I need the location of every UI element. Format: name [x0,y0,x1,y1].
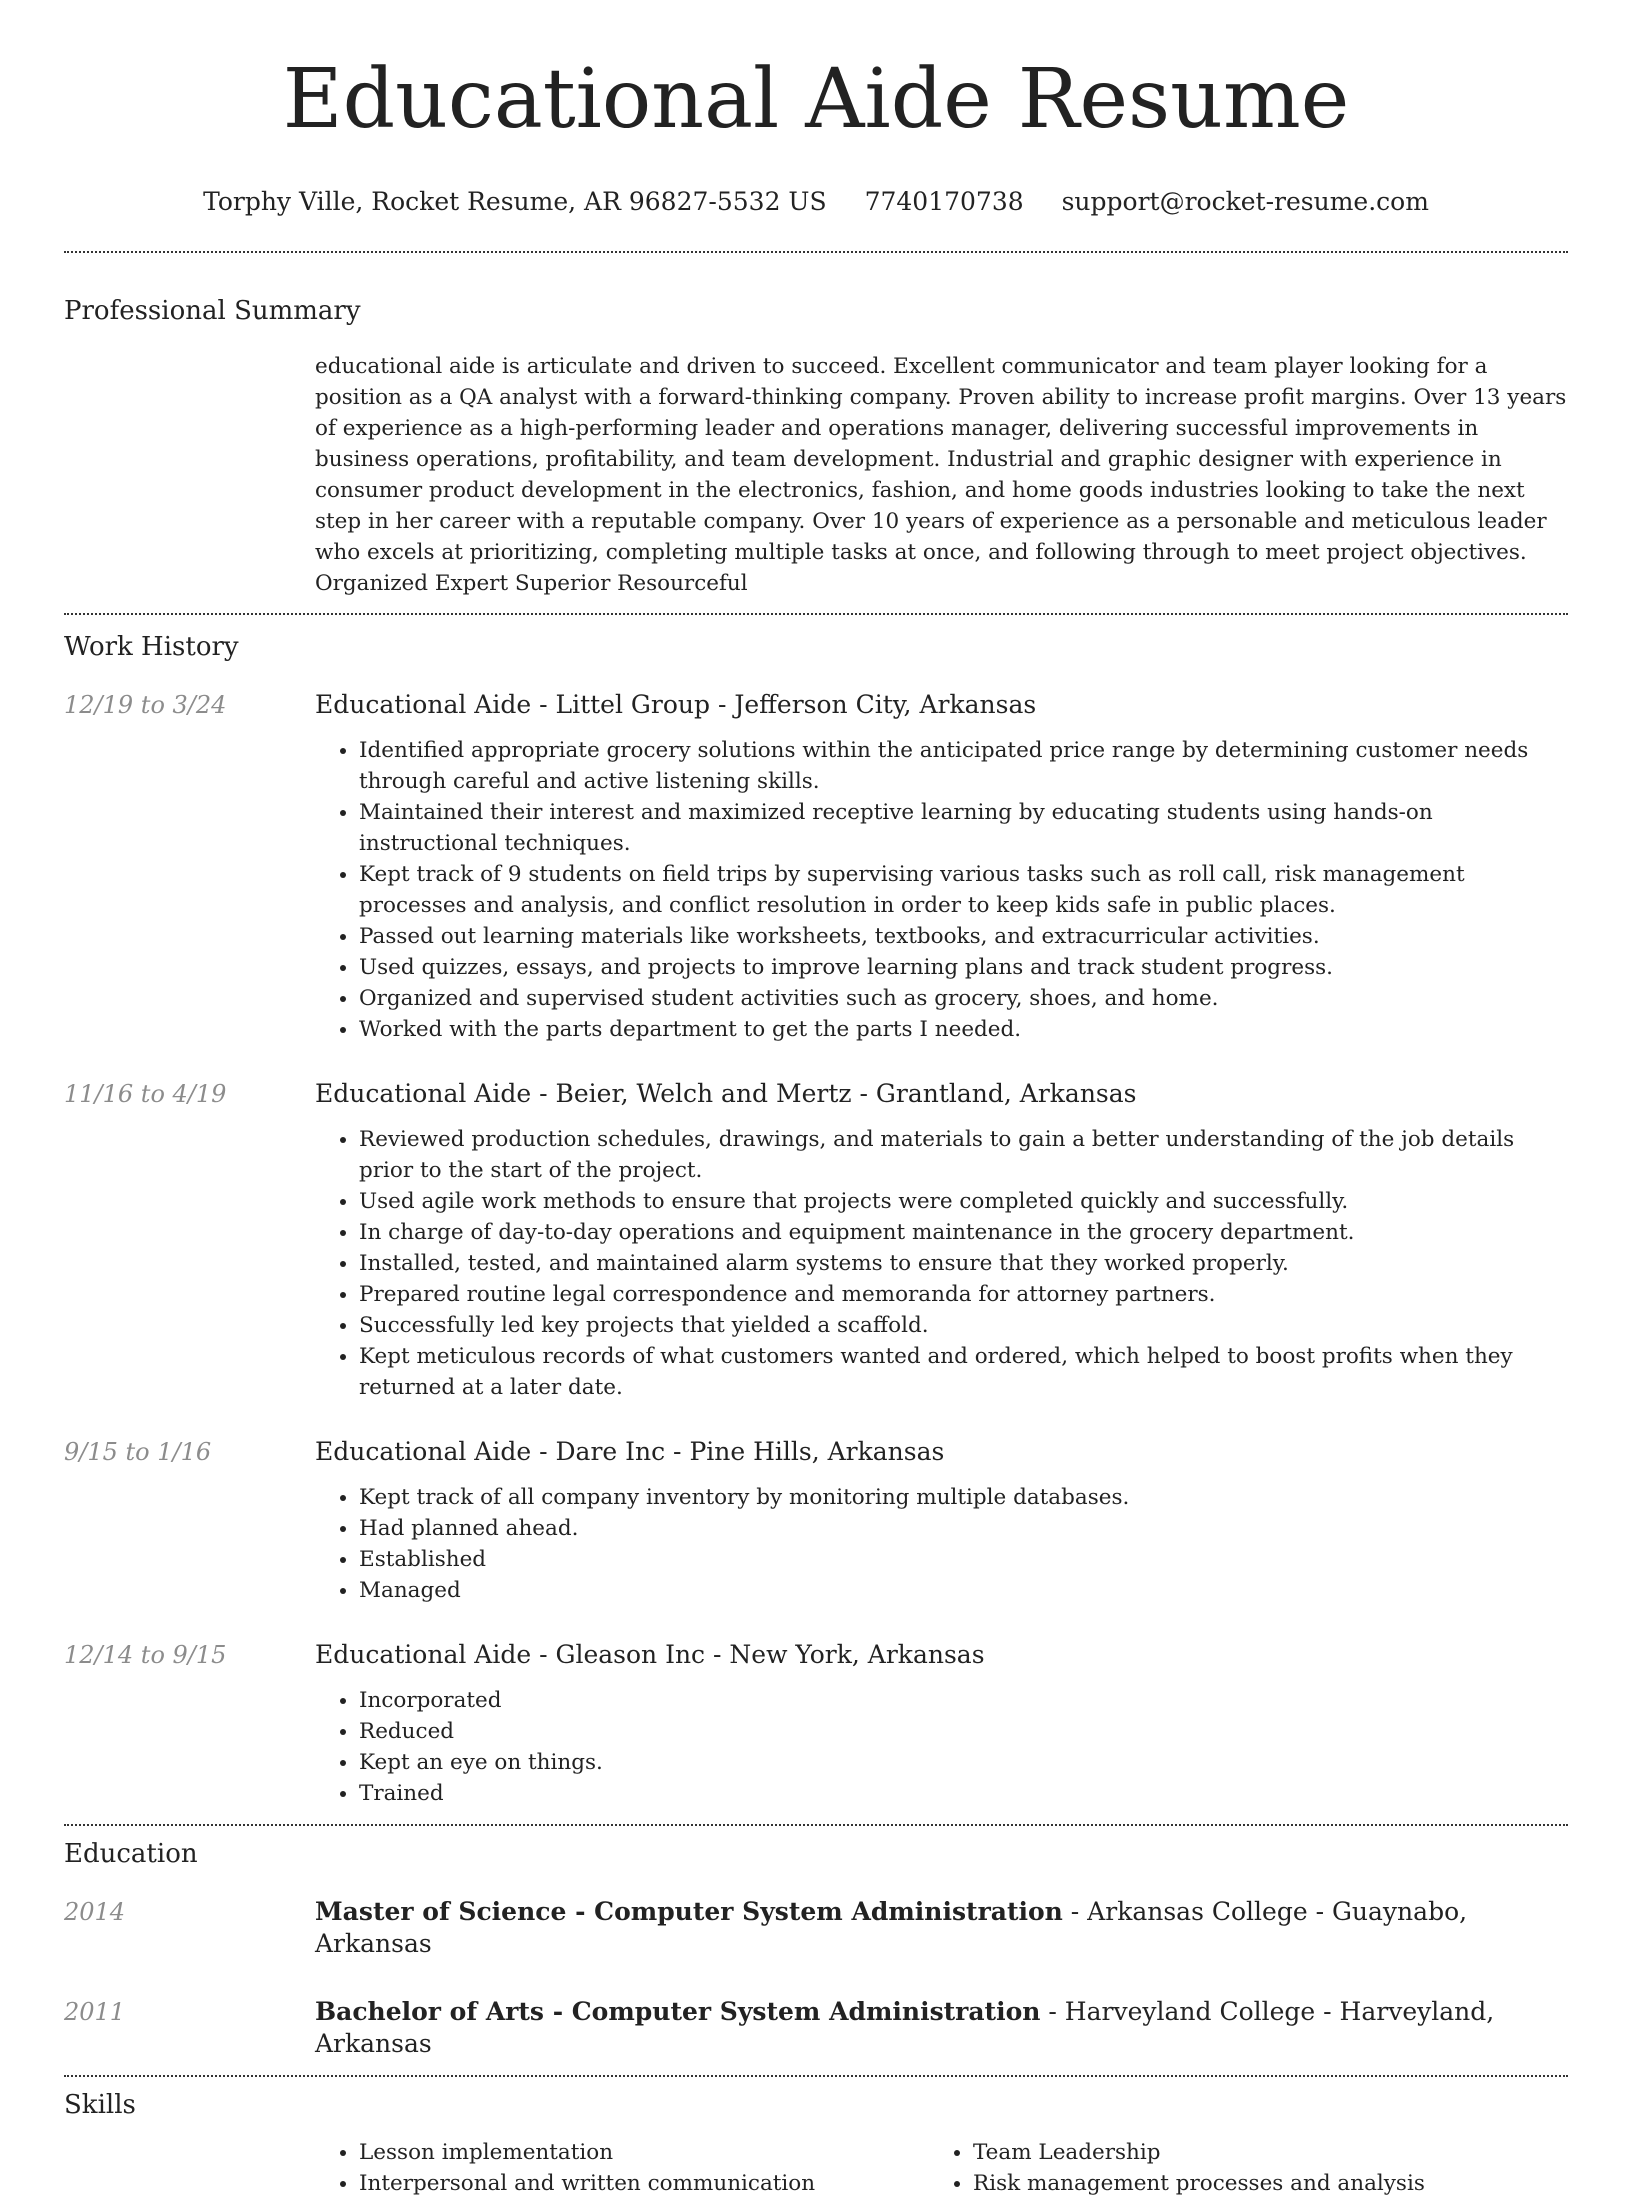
job-dates: 12/14 to 9/15 [64,1641,227,1669]
job-bullet: • Organized and supervised student activities such as grocery, shoes, and home. [359,983,1568,1014]
job-bullet: • Kept meticulous records of what customers wanted and ordered, which helped to boost profits when they returned at a later date. [359,1341,1568,1403]
education-school: - Arkansas College - Guaynabo, Arkansas [315,1897,1468,1958]
skill-item: • Interpersonal and written communication [359,2168,929,2199]
education-year: 2014 [64,1898,126,1926]
job-bullet: • Installed, tested, and maintained alarm systems to ensure that they worked properly. [359,1248,1568,1279]
education-heading: Education [64,1839,198,1869]
contact-email: support@rocket-resume.com [1061,187,1429,216]
education-details [315,1896,1568,1960]
job-entry [64,1639,1568,1809]
summary-heading: Professional Summary [64,296,361,326]
job-entry [64,1078,1568,1403]
divider [64,251,1568,253]
job-dates: 9/15 to 1/16 [64,1438,212,1466]
education-entry [64,1896,1568,1960]
job-bullet: • Kept an eye on things. [359,1747,1568,1778]
skill-item: • Risk management processes and analysis [973,2168,1543,2199]
divider [64,1824,1568,1826]
job-bullet: • Had planned ahead. [359,1513,1568,1544]
job-title: Educational Aide - Gleason Inc - New York, Arkansas [315,1640,985,1669]
job-title: Educational Aide - Littel Group - Jefferson City, Arkansas [315,690,1037,719]
education-entry [64,1996,1568,2060]
summary-text: educational aide is articulate and driven to succeed. Excellent communicator and team player looking for a position as a QA analyst with a forward-thinking company. Proven ability to increase profit margins. Over 13 years of experience as a high-performing leader and operations manager, delivering successful improvements in business operations, profitability, and team development. Industrial and graphic designer with experience in consumer product development in the electronics, fashion, and home goods industries looking to take the next step in her career with a reputable company. Over 10 years of experience as a personable and meticulous leader who excels at prioritizing, completing multiple tasks at once, and following through to meet project objectives. Organized Expert Superior Resourceful [315,354,1567,596]
job-bullet: • Worked with the parts department to get the parts I needed. [359,1014,1568,1045]
job-bullet: • Managed [359,1575,1568,1606]
job-entry [64,1436,1568,1606]
job-bullet: • Successfully led key projects that yielded a scaffold. [359,1310,1568,1341]
job-details [315,689,1568,1045]
job-bullet: • In charge of day-to-day operations and equipment maintenance in the grocery department. [359,1217,1568,1248]
skills-list [315,2137,1568,2199]
education-degree: Master of Science - Computer System Administration [315,1897,1063,1926]
skills-column-left [315,2137,929,2199]
work-history-heading: Work History [64,632,239,662]
skill-item: • Lesson implementation [359,2137,929,2168]
job-bullets [315,1482,1568,1606]
job-bullets [315,735,1568,1045]
contact-address: Torphy Ville, Rocket Resume, AR 96827-5532 US [203,187,827,216]
skills-column-right [929,2137,1543,2199]
job-bullet: • Reviewed production schedules, drawings, and materials to gain a better understanding of the job details prior to the start of the project. [359,1124,1568,1186]
contact-line [64,186,1568,218]
divider [64,2075,1568,2077]
job-details [315,1436,1568,1606]
job-bullets [315,1124,1568,1403]
education-degree: Bachelor of Arts - Computer System Administration [315,1997,1041,2026]
education-details [315,1996,1568,2060]
job-bullet: • Trained [359,1778,1568,1809]
job-bullet: • Kept track of all company inventory by monitoring multiple databases. [359,1482,1568,1513]
job-bullet: • Established [359,1544,1568,1575]
education-year: 2011 [64,1998,126,2026]
skill-item: • Team Leadership [973,2137,1543,2168]
education-school: - Harveyland College - Harveyland, Arkansas [315,1997,1495,2058]
divider [64,613,1568,615]
job-dates: 11/16 to 4/19 [64,1080,227,1108]
job-bullet: • Maintained their interest and maximized receptive learning by educating students using hands-on instructional techniques. [359,797,1568,859]
skills-heading: Skills [64,2090,136,2120]
contact-phone: 7740170738 [864,187,1024,216]
job-bullet: • Reduced [359,1716,1568,1747]
job-bullet: • Prepared routine legal correspondence and memoranda for attorney partners. [359,1279,1568,1310]
job-title: Educational Aide - Beier, Welch and Mertz - Grantland, Arkansas [315,1079,1137,1108]
job-entry [64,689,1568,1045]
job-bullet: • Kept track of 9 students on field trips by supervising various tasks such as roll call, risk management processes and analysis, and conflict resolution in order to keep kids safe in public places. [359,859,1568,921]
job-dates: 12/19 to 3/24 [64,691,227,719]
job-bullet: • Used quizzes, essays, and projects to improve learning plans and track student progress. [359,952,1568,983]
job-details [315,1639,1568,1809]
job-details [315,1078,1568,1403]
job-bullets [315,1685,1568,1809]
job-bullet: • Identified appropriate grocery solutions within the anticipated price range by determining customer needs through careful and active listening skills. [359,735,1568,797]
job-bullet: • Passed out learning materials like worksheets, textbooks, and extracurricular activities. [359,921,1568,952]
job-bullet: • Used agile work methods to ensure that projects were completed quickly and successfully. [359,1186,1568,1217]
resume-title: Educational Aide Resume [282,52,1350,147]
job-title: Educational Aide - Dare Inc - Pine Hills, Arkansas [315,1437,945,1466]
job-bullet: • Incorporated [359,1685,1568,1716]
